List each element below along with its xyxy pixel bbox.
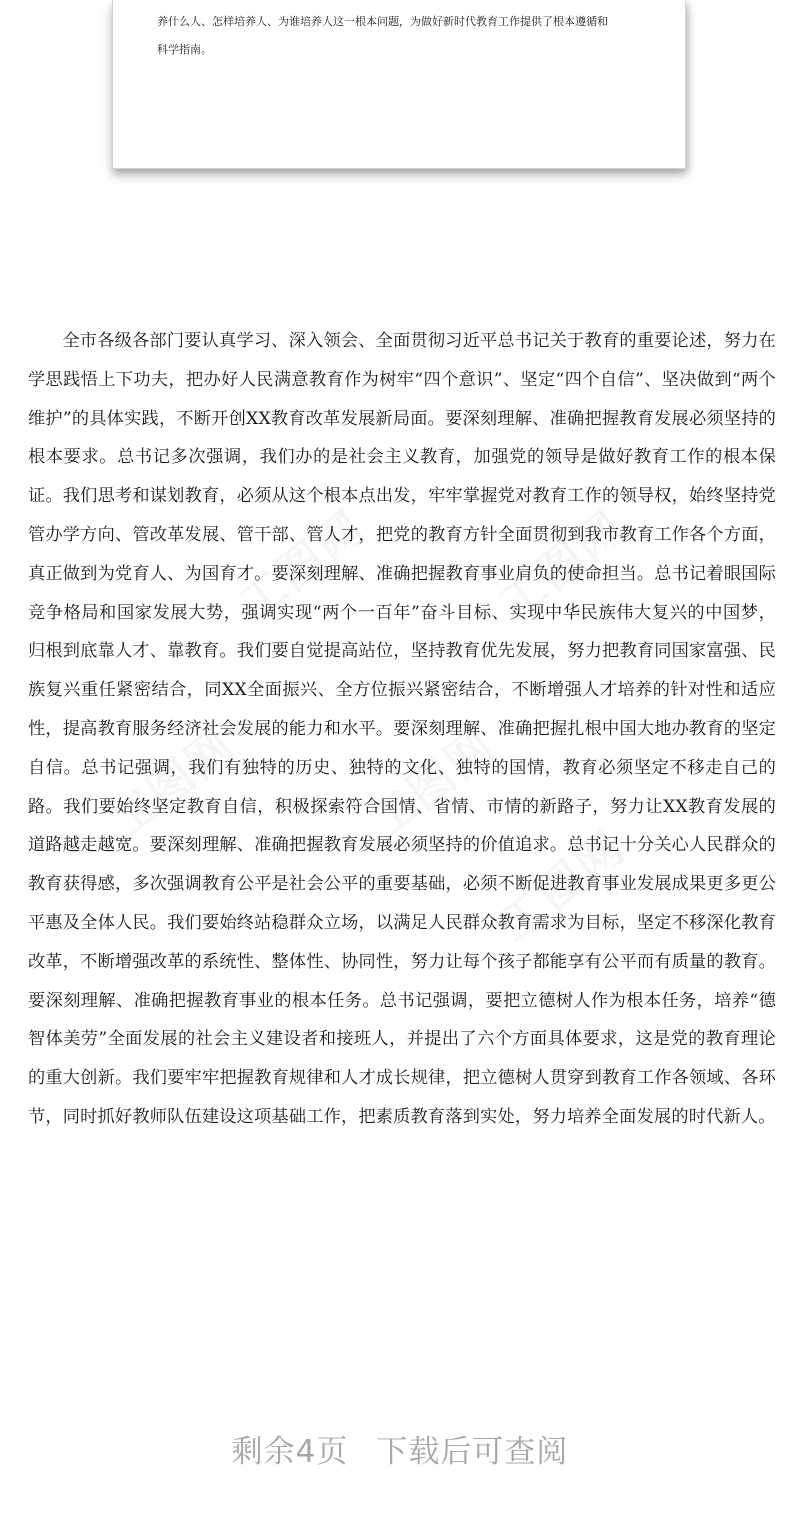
watermark: 工图网: [358, 717, 506, 849]
document-preview-card: [112, 0, 686, 169]
watermark: 工图网: [98, 717, 246, 849]
preview-text: [157, 8, 657, 64]
download-action-label[interactable]: 下载后可查阅: [376, 1434, 569, 1470]
watermark: 工图网: [488, 499, 636, 631]
preview-line-1: 养什么人、怎样培养人、为谁培养人这一根本问题，为做好新时代教育工作提供了根本遵循和: [157, 15, 608, 28]
body-paragraph: 全市各级各部门要认真学习、深入领会、全面贯彻习近平总书记关于教育的重要论述，努力在学思践悟上下功夫，把办好人民满意教育作为树牢“四个意识”、坚定“四个自信”、坚决做到“两个维护”的具体实践，不断开创XX教育改革发展新局面。要深刻理解、准确把握教育发展必须坚持的根本要求。总书记多次强调，我们办的是社会主义教育，加强党的领导是做好教育工作的根本保证。我们思考和谋划教育，必须从这个根本点出发，牢牢掌握党对教育工作的领导权，始终坚持党管办学方向、管改革发展、管干部、管人才，把党的教育方针全面贯彻到我市教育工作各个方面，真正做到为党育人、为国育才。要深刻理解、准确把握教育事业肩负的使命担当。总书记着眼国际竞争格局和国家发展大势，强调实现“两个一百年”奋斗目标、实现中华民族伟大复兴的中国梦，归根到底靠人才、靠教育。我们要自觉提高站位，坚持教育优先发展，努力把教育同国家富强、民族复兴重任紧密结合，同XX全面振兴、全方位振兴紧密结合，不断增强人才培养的针对性和适应性，提高教育服务经济社会发展的能力和水平。要深刻理解、准确把握扎根中国大地办教育的坚定自信。总书记强调，我们有独特的历史、独特的文化、独特的国情，教育必须坚定不移走自己的路。我们要始终坚定教育自信，积极探索符合国情、省情、市情的新路子，努力让XX教育发展的道路越走越宽。要深刻理解、准确把握教育发展必须坚持的价值追求。总书记十分关心人民群众的教育获得感，多次强调教育公平是社会公平的重要基础，必须不断促进教育事业发展成果更多更公平惠及全体人民。我们要始终站稳群众立场，以满足人民群众教育需求为目标，坚定不移深化教育改革，不断增强改革的系统性、整体性、协同性，努力让每个孩子都能享有公平而有质量的教育。要深刻理解、准确把握教育事业的根本任务。总书记强调，要把立德树人作为根本任务，培养“德智体美劳”全面发展的社会主义建设者和接班人，并提出了六个方面具体要求，这是党的教育理论的重大创新。我们要牢牢把握教育规律和人才成长规律，把立德树人贯穿到教育工作各领域、各环节，同时抓好教师队伍建设这项基础工作，把素质教育落到实处，努力培养全面发展的时代新人。: [28, 331, 776, 1127]
preview-line-2: 科学指南。: [157, 43, 212, 56]
watermark: 工图网: [228, 499, 376, 631]
document-body: [28, 322, 776, 1137]
remaining-pages-label: 剩余4页: [231, 1434, 349, 1470]
watermark: 工图网: [488, 819, 636, 951]
download-to-read-banner[interactable]: [0, 1426, 800, 1471]
